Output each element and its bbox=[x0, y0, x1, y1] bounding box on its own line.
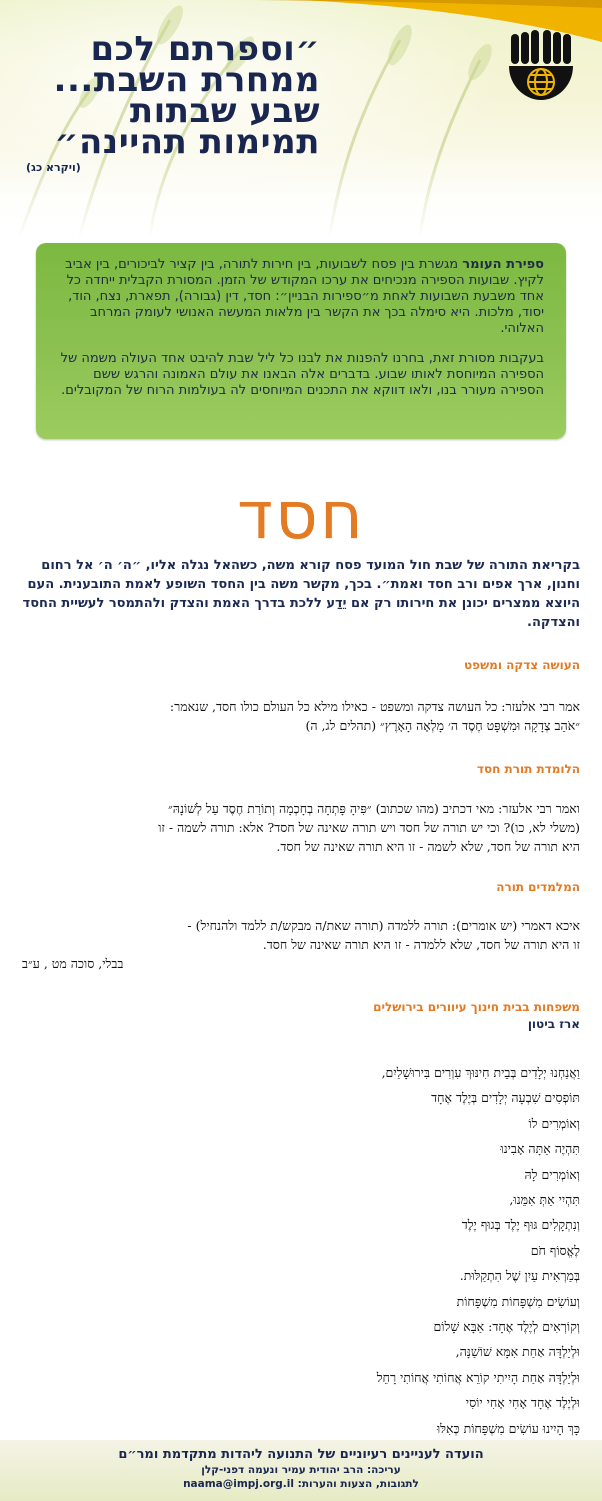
header-banner bbox=[0, 0, 602, 235]
poem-line: וְקוֹרְאִים לְיֶלֶד אֶחָד: אַבָּא שָׁלוֹם bbox=[433, 1319, 580, 1335]
quote-source: בבלי, סוכה מט , ע״ב bbox=[22, 956, 124, 971]
poem-header bbox=[22, 999, 580, 1033]
footer bbox=[0, 1440, 602, 1501]
intro-box bbox=[36, 243, 566, 439]
title-line: ״וספרתם לכם bbox=[90, 29, 320, 69]
poem-line: בְּמַרְאִית עַיִן שֶׁל הִתְקַלּוּת. bbox=[459, 1268, 580, 1284]
poem-line: וּלְיֶלֶד אֶחָד אָחִי אָחִי יוֹסִי bbox=[465, 1395, 580, 1411]
poem-line: וְעוֹשִׂים מִשְׁפָּחוֹת מִשְׁפָּחוֹת bbox=[456, 1293, 580, 1309]
poem-author: ארז ביטון bbox=[527, 1017, 580, 1031]
poem-line: וְאוֹמְרִים לָהּ bbox=[524, 1166, 580, 1182]
poem-line: כָּךְ הָיִינוּ עוֹשִׂים מִשְׁפָּחוֹת כְּאִלּוּ bbox=[436, 1420, 580, 1436]
poem-line: לֶאֱסוֹף חֹם bbox=[530, 1242, 580, 1258]
title-source: (ויקרא כג) bbox=[26, 161, 81, 174]
section-quote bbox=[22, 799, 580, 856]
quote-line: ״אֹהֵב צְדָקָה וּמִשְׁפָּט חֶסֶד ה׳ מָלְאָה הָאָרֶץ״ (תהלים לג, ה) bbox=[305, 718, 580, 733]
quote-line: היא תורה של חסד, שלא לשמה - זו היא תורה שאינה של חסד. bbox=[276, 839, 580, 854]
intro-highlight: ספירת העומר bbox=[462, 257, 544, 272]
poem-body bbox=[22, 1060, 580, 1441]
title-line: שבע שבתות bbox=[129, 91, 320, 131]
section-quote bbox=[22, 697, 580, 735]
footer-org: הועדה לעניינים רעיוניים של התנועה ליהדות מתקדמת ומר״ם bbox=[118, 1447, 484, 1462]
intro-text: מגשרת בין פסח לשבועות, בין חירות לתורה, בין קציר לביכורים, בין אביב לקיץ. שבועות הספירה מנכיחים את ערכו המקודש של הזמן. המסורת הקבלית ייחדה כל אחד משבעת השבועות לאחת מ״ספירות הבניין״: חסד, דין (גבורה), תפארת, נצח, הוד, יסוד, מלכות. היא סימלה בכך את הקשר בין מלאות המעשה האנושי לעומק המרחב האלוהי. bbox=[65, 257, 544, 336]
quote-line: ואמר רבי אלעזר: מאי דכתיב (מהו שכתוב) ״פִּיהָ פָּתְחָה בְחָכְמָה וְתוֹרַת חֶסֶד עַל לְשׁוֹנָהּ״ bbox=[168, 801, 580, 816]
intro-paragraph-1 bbox=[58, 257, 544, 337]
poem-line: תּוֹפְסִים שִׁבְעָה יְלָדִים בְּיֶלֶד אֶחָד bbox=[431, 1090, 580, 1106]
section-title: הלומדת תורת חסד bbox=[476, 762, 580, 776]
poem-line: תִּהְיֶה אַתָּה אָבִינוּ bbox=[500, 1141, 580, 1157]
quote-line: (משלי לא, כו)? וכי יש תורה של חסד ויש תורה שאינה של חסד? אלא: תורה לשמה - זו bbox=[158, 820, 580, 835]
poem-title: משפחות בבית חינוך עיוורים בירושלים bbox=[373, 1000, 580, 1014]
poem-line: תִּהְיִי אַתְּ אִמֵּנוּ, bbox=[509, 1192, 580, 1208]
quote-line: איכא דאמרי (יש אומרים): תורה ללמדה (תורה שאת/ה מבקש/ת ללמד ולהנחיל) - bbox=[187, 918, 580, 933]
quote-line: אמר רבי אלעזר: כל העושה צדקה ומשפט - כאילו מילא כל העולם כולו חסד, שנאמר: bbox=[169, 699, 580, 714]
sefira-heading: חסד bbox=[237, 477, 365, 554]
section-title: העושה צדקה ומשפט bbox=[464, 658, 580, 672]
poem-line: וּלְיַלְדָּה אַחַת אִמָּא שׁוֹשַׁנָּה, bbox=[455, 1344, 580, 1360]
impj-logo-icon bbox=[505, 30, 577, 102]
poem-line: וּלְיַלְדָּה אַחַת הָיִיתִי קוֹרֵא אֲחוֹתִי אֲחוֹתִי רָחֵל bbox=[376, 1369, 580, 1385]
title-line: ממחרת השבת... bbox=[53, 60, 320, 100]
footer-editors: עריכה: הרב יהודית עמיר ונעמה דפני-קלן bbox=[201, 1464, 401, 1476]
title-block bbox=[20, 29, 320, 174]
intro-paragraph-2: בעקבות מסורת זאת, בחרנו להפנות את לבנו כל ליל שבת להיבט אחד העולה משמה של הספירה המיוחסת לאותו שבוע. בדברים אלה הבאנו את עולם האמונה והרגש ששם הספירה מעורר בנו, ולאו דווקא את התכנים המיוחסים לה בעולמות הרוח של המקובלים. bbox=[60, 351, 544, 398]
section-quote bbox=[22, 916, 580, 973]
quote-line: זו היא תורה של חסד, שלא ללמדה - זו היא תורה שאינה של חסד. bbox=[262, 937, 580, 952]
title-line: תמימות תהיינה״ bbox=[54, 122, 320, 162]
poem-line: וְנִתְקָלִים גּוּף יֶלֶד בְּגוּף יֶלֶד bbox=[461, 1217, 580, 1233]
section-title: המלמדים תורה bbox=[496, 880, 580, 894]
footer-contact[interactable]: לתגובות, הצעות והערות: naama@impj.org.il bbox=[183, 1478, 419, 1490]
poem-line: וַאֲנַחְנוּ יְלָדִים בְּבֵית חִינּוּךְ עִוְרִים בִּירוּשָׁלַיִם, bbox=[381, 1065, 580, 1080]
poem-line: וְאוֹמְרִים לוֹ bbox=[528, 1115, 580, 1131]
main-paragraph: בקריאת התורה של שבת חול המועד פסח קורא משה, כשהאל נגלה אליו, ״ה׳ ה׳ אל רחום וחנון, ארך אפים ורב חסד ואמת״. בכך, מקשר משה בין החסד השופע לאמת התובענית. העם היוצא ממצרים יכונן את חירותו רק אם יֵדַע ללכת בדרך האמת והצדק ולהתמסר לעשיית החסד והצדקה. bbox=[22, 558, 580, 630]
